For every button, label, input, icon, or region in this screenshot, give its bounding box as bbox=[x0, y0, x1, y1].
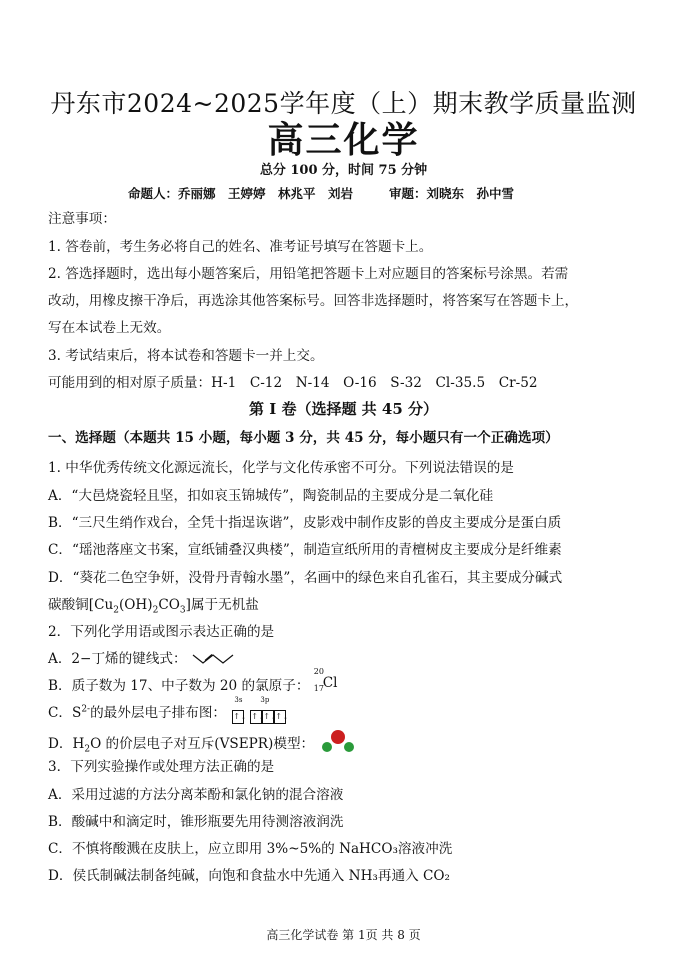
water-vsepr-model-icon bbox=[318, 728, 358, 756]
chlorine-nuclide: 20 17 Cl bbox=[313, 667, 338, 693]
q1-option-d-line-2: 碳酸铜$[Cu_2(OH)_2CO_3]$属于无机盐 bbox=[48, 597, 259, 616]
atomic-masses: 可能用到的相对原子质量：H-1 C-12 N-14 O-16 S-32 Cl-35.5 Cr-52 bbox=[48, 375, 538, 391]
notice-item-2-line-2: 改动，用橡皮擦干净后，再选涂其他答案标号。回答非选择题时，将答案写在答题卡上， bbox=[48, 293, 579, 309]
q2-option-d: D．$H_2O$ 的价层电子对互斥(VSEPR)模型： bbox=[48, 728, 358, 756]
notice-item-1: 1. 答卷前，考生务必将自己的姓名、准考证号填写在答题卡上。 bbox=[48, 239, 433, 255]
authors: 命题人：乔丽娜 王婷婷 林兆平 刘岩 bbox=[128, 186, 354, 201]
q3-option-c: C．不慎将酸溅在皮肤上，应立即用 3%~5%的 NaHCO₃溶液冲洗 bbox=[48, 841, 453, 857]
section-title: 第 Ⅰ 卷（选择题 共 45 分） bbox=[248, 400, 438, 418]
q1-option-a: A．“大邑烧瓷轻且坚，扣如哀玉锦城传”，陶瓷制品的主要成分是二氧化硅 bbox=[48, 488, 494, 504]
q1-stem: 1. 中华优秀传统文化源远流长，化学与文化传承密不可分。下列说法错误的是 bbox=[48, 460, 514, 476]
q3-option-b: B．酸碱中和滴定时，锥形瓶要先用待测溶液润洗 bbox=[48, 814, 344, 830]
q1-option-c: C．“瑶池落座文书案，宣纸铺叠汉典楼”，制造宣纸所用的青檀树皮主要成分是纤维素 bbox=[48, 542, 562, 558]
authors-line bbox=[128, 184, 514, 202]
score-time: 总分 100 分，时间 75 分钟 bbox=[259, 163, 428, 178]
notice-heading: 注意事项： bbox=[48, 211, 116, 227]
reviewers: 审题：刘晓东 孙中雪 bbox=[389, 186, 515, 201]
q2-option-a: A．2−丁烯的键线式： bbox=[48, 647, 239, 667]
butene-skeletal-formula-icon bbox=[191, 651, 239, 665]
notice-item-2-line-3: 写在本试卷上无效。 bbox=[48, 320, 171, 336]
subject-title: 高三化学 bbox=[267, 120, 420, 161]
q2-option-b: B．质子数为 17、中子数为 20 的氯原子： 20 17 Cl bbox=[48, 674, 340, 694]
q3-stem: 3．下列实验操作或处理方法正确的是 bbox=[48, 759, 275, 775]
q2-option-c: C．$S^{2-}$的最外层电子排布图： 3s 3p ↑↓ ↑↓↑↓↑↓ bbox=[48, 701, 286, 724]
q3-option-d: D．侯氏制碱法制备纯碱，向饱和食盐水中先通入 NH₃再通入 CO₂ bbox=[48, 868, 450, 884]
q2-stem: 2．下列化学用语或图示表达正确的是 bbox=[48, 624, 275, 640]
page-footer: 高三化学试卷 第 1页 共 8 页 bbox=[266, 928, 421, 942]
exam-title: 丹东市2024~2025学年度（上）期末教学质量监测 bbox=[50, 89, 637, 118]
section-instruction: 一、选择题（本题共 15 小题，每小题 3 分，共 45 分，每小题只有一个正确选项） bbox=[48, 430, 559, 446]
notice-item-3: 3. 考试结束后，将本试卷和答题卡一并上交。 bbox=[48, 348, 324, 364]
orbital-diagram-icon: 3s 3p ↑↓ ↑↓↑↓↑↓ bbox=[232, 707, 286, 724]
q3-option-a: A．采用过滤的方法分离苯酚和氯化钠的混合溶液 bbox=[48, 787, 344, 803]
q1-option-d-line-1: D．“葵花二色空争妍，没骨丹青翰水墨”，名画中的绿色来自孔雀石，其主要成分碱式 bbox=[48, 570, 563, 586]
notice-item-2-line-1: 2. 答选择题时，选出每小题答案后，用铅笔把答题卡上对应题目的答案标号涂黑。若需 bbox=[48, 266, 569, 282]
q1-option-b: B．“三尺生绡作戏台，全凭十指逞诙谐”，皮影戏中制作皮影的兽皮主要成分是蛋白质 bbox=[48, 515, 562, 531]
